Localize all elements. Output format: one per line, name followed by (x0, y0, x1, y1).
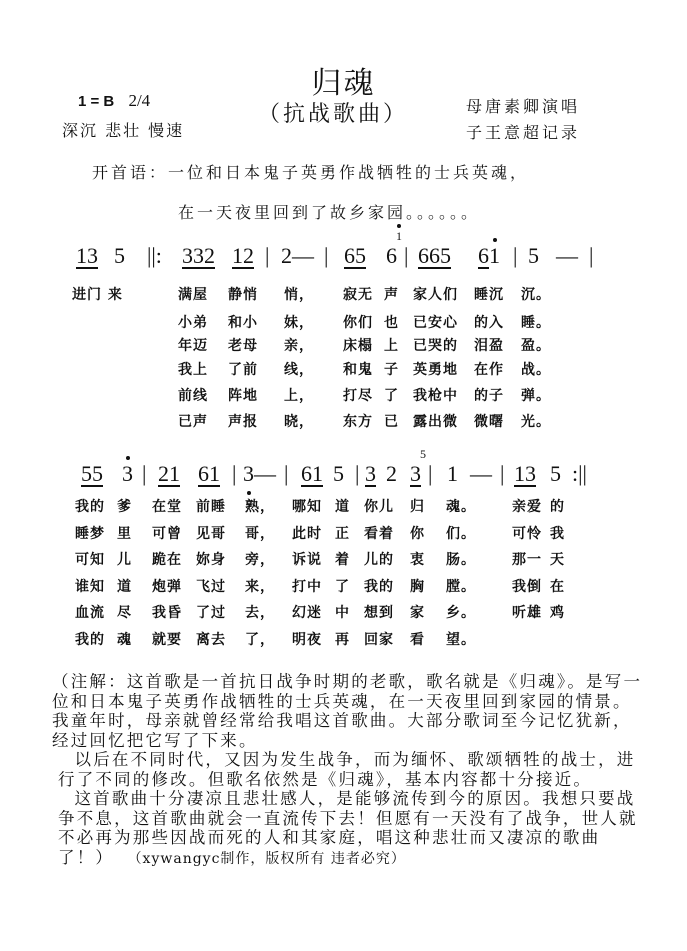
repeat-end: :|| (572, 461, 587, 486)
lyric: 沉。 (521, 287, 551, 303)
note-group: 21 (158, 461, 180, 486)
lyric: 幻迷 (292, 605, 322, 621)
lyric: 悄， (284, 287, 314, 303)
barline: | (142, 461, 147, 486)
annotation-paragraph: （注解：这首歌是一首抗日战争时期的老歌，歌名就是《归魂》。是写一位和日本鬼子英勇作战牺牲的士兵英魂，在一天夜里回到家园的情景。我童年时，母亲就曾经常给我唱这首歌曲。大部分歌词至今记忆犹新，经过回忆把它写了下来。 (52, 672, 643, 750)
barline: | (324, 243, 329, 268)
lyric: 的 (550, 499, 565, 515)
lyric: 诉说 (292, 552, 322, 568)
lyric: 前线 (178, 388, 208, 404)
lyric: 衷 (410, 552, 425, 568)
credit-singer: 母唐素卿演唱 (466, 97, 581, 116)
lyric: 看 (410, 632, 425, 648)
note: 2 (386, 461, 397, 486)
repeat-start: ||: (147, 243, 162, 268)
note: 6 (478, 243, 489, 268)
lyric: 我的 (75, 632, 105, 648)
lyric: 的入 (474, 315, 504, 331)
lyric: 微曙 (474, 414, 504, 430)
lyric: 可怜 (512, 526, 542, 542)
copyright-signature: （xywangyc制作，版权所有 违者必究） (127, 850, 406, 867)
note-with-grace (410, 447, 426, 487)
time-signature: 2/4 (128, 91, 151, 110)
lyric: 了前 (228, 362, 258, 378)
grace-note: 1 (396, 229, 402, 243)
lyric: 和小 (228, 315, 258, 331)
note: 5 (528, 243, 539, 268)
intro-line-2: 在一天夜里回到了故乡家园。。。。。。 (178, 203, 481, 222)
note-group: 13 (76, 243, 98, 268)
grace-note: 5 (420, 447, 426, 461)
barline: | (232, 461, 237, 486)
intro-line-1: 开首语：一位和日本鬼子英勇作战牺牲的士兵英魂， (92, 163, 530, 182)
lyric: 寂无 (343, 287, 373, 303)
lyric: 光。 (521, 414, 551, 430)
note-group: 665 (418, 243, 451, 268)
lyric: 老母 (228, 338, 258, 354)
lyric: 膛。 (446, 579, 476, 595)
lyric: 哥， (245, 526, 275, 542)
lyric: 家 (410, 605, 425, 621)
note: 3 (365, 461, 376, 486)
lyric: 你 (410, 526, 425, 542)
lyric: 在 (550, 579, 565, 595)
lyric: 东方 (343, 414, 373, 430)
lyric: 亲爱 (512, 499, 542, 515)
lyric: 睡梦 (75, 526, 105, 542)
lyric: 那一 (512, 552, 542, 568)
lyric: 道 (117, 579, 132, 595)
lyric: 正 (335, 526, 350, 542)
song-subtitle: （抗战歌曲） (258, 102, 409, 127)
lyric: 满屋 (178, 287, 208, 303)
lyric: 魂。 (446, 499, 476, 515)
lyric: 听雄 (512, 605, 542, 621)
barline: | (428, 461, 433, 486)
lyric: 想到 (364, 605, 394, 621)
lyric: 你儿 (364, 499, 394, 515)
lyric: 亲， (284, 338, 314, 354)
lyric: 里 (117, 526, 132, 542)
lyric: 回家 (364, 632, 394, 648)
barline: | (404, 243, 409, 268)
note-high: 3 (122, 461, 133, 486)
lyric: 可知 (75, 552, 105, 568)
lyric: 飞过 (196, 579, 226, 595)
note-group-high (478, 243, 500, 269)
lyric: 了过 (196, 605, 226, 621)
lyric: 中 (335, 605, 350, 621)
note: 6 (386, 243, 397, 268)
note: 5 (333, 461, 344, 486)
lyric: 此时 (292, 526, 322, 542)
lyric: 在堂 (152, 499, 182, 515)
lyric: 子 (384, 362, 399, 378)
annotation (52, 672, 648, 869)
lyric: 妹， (284, 315, 314, 331)
note-group: 332 (182, 243, 215, 268)
lyric: 旁， (245, 552, 275, 568)
lyric: 魂 (117, 632, 132, 648)
lyric: 在作 (474, 362, 504, 378)
lyric: 们。 (446, 526, 476, 542)
note-high: 1 (489, 243, 500, 268)
annotation-paragraph (58, 789, 648, 869)
lyric: 打尽 (343, 388, 373, 404)
lyric: 上， (284, 388, 314, 404)
lyric: 进门 来 (72, 287, 123, 303)
lyric: 我倒 (512, 579, 542, 595)
annotation-paragraph: 以后在不同时代，又因为发生战争，而为缅怀、歌颂牺牲的战士，进行了不同的修改。但歌名依然是《归魂》，基本内容都十分接近。 (58, 750, 636, 789)
note-low: 3 (243, 461, 254, 486)
lyric: 的子 (474, 388, 504, 404)
lyric: 和鬼 (343, 362, 373, 378)
lyric: 明夜 (292, 632, 322, 648)
note-held: 2— (281, 243, 314, 268)
lyric: 来， (245, 579, 275, 595)
lyric: 了 (384, 388, 399, 404)
lyric: 妳身 (196, 552, 226, 568)
lyric: 晓， (284, 414, 314, 430)
lyric: 我上 (178, 362, 208, 378)
lyric: 哪知 (292, 499, 322, 515)
note-group: 13 (514, 461, 536, 486)
lyric: 阵地 (228, 388, 258, 404)
lyric: 谁知 (75, 579, 105, 595)
lyric: 已哭的 (413, 338, 458, 354)
lyric: 了， (245, 632, 275, 648)
lyric: 小弟 (178, 315, 208, 331)
lyric: 你们 (343, 315, 373, 331)
lyric: 前睡 (196, 499, 226, 515)
lyric: 肠。 (446, 552, 476, 568)
lyric: 乡。 (446, 605, 476, 621)
lyric: 儿 (117, 552, 132, 568)
lyric: 年迈 (178, 338, 208, 354)
dash: — (470, 461, 492, 486)
lyric: 英勇地 (413, 362, 458, 378)
note-group: 55 (81, 461, 103, 486)
lyric: 归 (410, 499, 425, 515)
lyric: 我的 (75, 499, 105, 515)
lyric: 离去 (196, 632, 226, 648)
lyric: 声 (384, 287, 399, 303)
lyric: 见哥 (196, 526, 226, 542)
barline: | (355, 461, 360, 486)
lyric: 上 (384, 338, 399, 354)
barline: | (589, 243, 594, 268)
barline: | (500, 461, 505, 486)
note-group: 12 (232, 243, 254, 268)
lyric: 尽 (117, 605, 132, 621)
lyric: 线， (284, 362, 314, 378)
lyric: 道 (335, 499, 350, 515)
lyric: 血流 (75, 605, 105, 621)
note: 1 (447, 461, 458, 486)
lyric: 战。 (521, 362, 551, 378)
note: 5 (114, 243, 125, 268)
lyric: 已安心 (413, 315, 458, 331)
lyric: 我的 (364, 579, 394, 595)
lyric: 盈。 (521, 338, 551, 354)
note-group: 61 (301, 461, 323, 486)
barline: | (265, 243, 270, 268)
lyric: 了 (335, 579, 350, 595)
note: 3 (410, 461, 421, 486)
lyric: 睡沉 (474, 287, 504, 303)
lyric: 着 (335, 552, 350, 568)
lyric: 弹。 (521, 388, 551, 404)
lyric: 看着 (364, 526, 394, 542)
key-signature (78, 91, 150, 111)
lyric: 已 (384, 414, 399, 430)
lyric: 可曾 (152, 526, 182, 542)
lyric: 也 (384, 315, 399, 331)
lyric: 露出微 (413, 414, 458, 430)
lyric: 爹 (117, 499, 132, 515)
lyric: 天 (550, 552, 565, 568)
note-group: 65 (344, 243, 366, 268)
lyric: 就要 (152, 632, 182, 648)
lyric: 儿的 (364, 552, 394, 568)
barline: | (513, 243, 518, 268)
lyric: 已声 (178, 414, 208, 430)
note-with-grace (386, 229, 402, 269)
lyric: 去， (245, 605, 275, 621)
credit-recorder: 子王意超记录 (466, 123, 581, 142)
notation-line-1 (0, 229, 687, 273)
lyric: 跪在 (152, 552, 182, 568)
note-group: 61 (198, 461, 220, 486)
note-held-low: 3— (243, 461, 276, 486)
lyric: 鸡 (550, 605, 565, 621)
lyric: 炮弹 (152, 579, 182, 595)
lyric: 再 (335, 632, 350, 648)
notation-line-2 (0, 447, 687, 491)
annotation-text: 这首歌曲十分凄凉且悲壮感人，是能够流传到今的原因。我想只要战争不息，这首歌曲就会一直流传下去！但愿有一天没有了战争，世人就不必再为那些因战而死的人和其家庭，唱这种悲壮而又凄凉的歌曲了！） (58, 789, 638, 867)
lyric: 睡。 (521, 315, 551, 331)
note: 5 (550, 461, 561, 486)
lyric: 静悄 (228, 287, 258, 303)
dash: — (556, 243, 578, 268)
lyric: 望。 (446, 632, 476, 648)
lyric: 胸 (410, 579, 425, 595)
tempo-mood: 深沉 悲壮 慢速 (62, 121, 185, 140)
lyric: 熟， (245, 499, 275, 515)
lyric: 声报 (228, 414, 258, 430)
song-title: 归魂 (311, 66, 376, 101)
lyric: 泪盈 (474, 338, 504, 354)
lyric: 打中 (292, 579, 322, 595)
lyric: 我 (550, 526, 565, 542)
lyric: 我昏 (152, 605, 182, 621)
barline: | (284, 461, 289, 486)
lyric: 家人们 (413, 287, 458, 303)
lyric: 我枪中 (413, 388, 458, 404)
lyric: 床榻 (343, 338, 373, 354)
key-label: 1 = B (78, 93, 115, 110)
